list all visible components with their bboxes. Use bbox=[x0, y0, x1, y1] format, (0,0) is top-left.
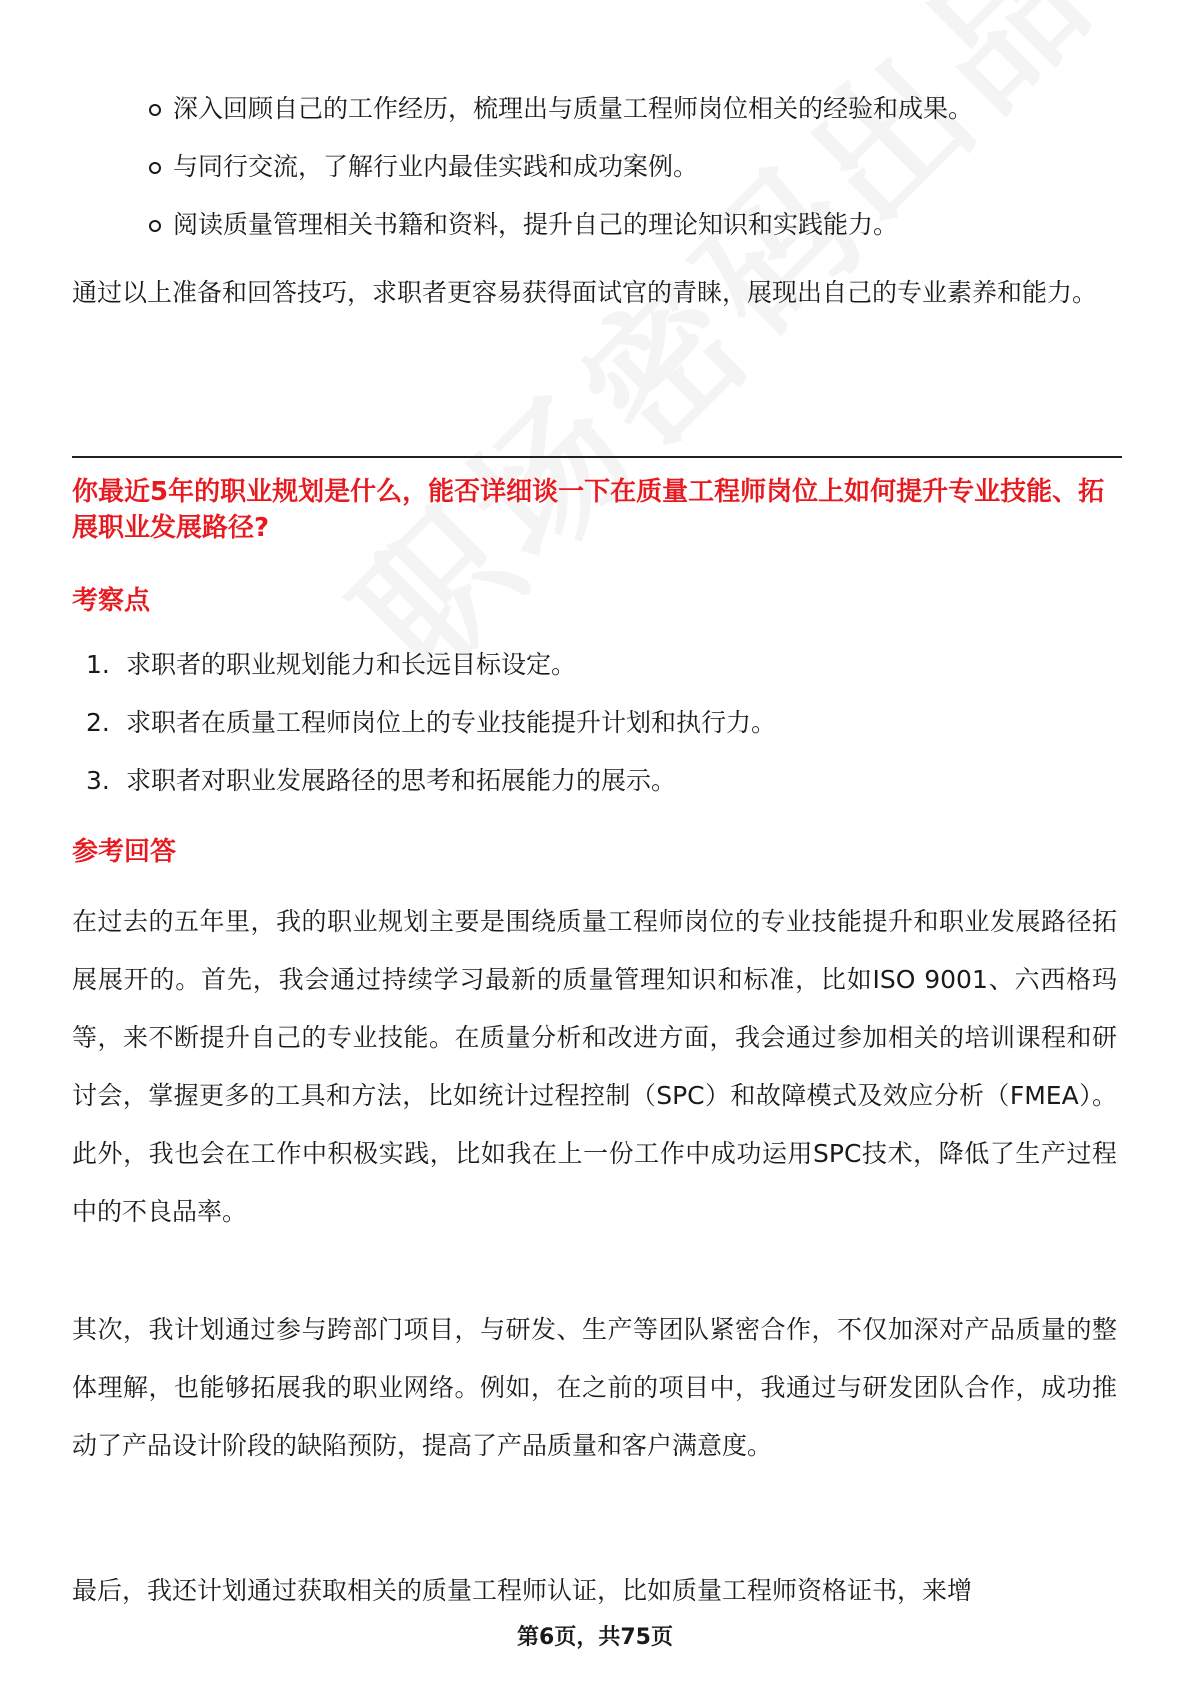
bullet-list bbox=[147, 90, 973, 264]
page-number: 第6页，共75页 bbox=[517, 1625, 673, 1650]
answer-title: 参考回答 bbox=[72, 837, 177, 867]
points-list bbox=[86, 646, 776, 820]
item-number: 2. bbox=[86, 708, 110, 737]
question-heading: 你最近5年的职业规划是什么，能否详细谈一下在质量工程师岗位上如何提升专业技能、拓展职业发展路径? bbox=[72, 477, 1105, 543]
answer-paragraph: 其次，我计划通过参与跨部门项目，与研发、生产等团队紧密合作，不仅加深对产品质量的整体理解，也能够拓展我的职业网络。例如，在之前的项目中，我通过与研发团队合作，成功推动了产品设计阶段的缺陷预防，提高了产品质量和客户满意度。 bbox=[72, 1315, 1117, 1460]
list-item bbox=[86, 704, 776, 741]
section-divider bbox=[72, 456, 1122, 458]
list-item: 深入回顾自己的工作经历，梳理出与质量工程师岗位相关的经验和成果。 bbox=[147, 90, 973, 127]
list-item bbox=[86, 646, 776, 683]
item-text: 求职者对职业发展路径的思考和拓展能力的展示。 bbox=[126, 766, 677, 795]
list-item: 与同行交流，了解行业内最佳实践和成功案例。 bbox=[147, 148, 973, 185]
summary-paragraph: 通过以上准备和回答技巧，求职者更容易获得面试官的青睐，展现出自己的专业素养和能力。 bbox=[72, 278, 1098, 307]
list-item bbox=[86, 762, 776, 799]
answer-paragraph: 最后，我还计划通过获取相关的质量工程师认证，比如质量工程师资格证书，来增 bbox=[72, 1576, 973, 1605]
item-number: 1. bbox=[86, 650, 110, 679]
item-text: 求职者在质量工程师岗位上的专业技能提升计划和执行力。 bbox=[126, 708, 777, 737]
item-number: 3. bbox=[86, 766, 110, 795]
list-item: 阅读质量管理相关书籍和资料，提升自己的理论知识和实践能力。 bbox=[147, 206, 973, 243]
answer-paragraph: 在过去的五年里，我的职业规划主要是围绕质量工程师岗位的专业技能提升和职业发展路径拓展展开的。首先，我会通过持续学习最新的质量管理知识和标准，比如ISO 9001、六西格玛等，来不断提升自己的专业技能。在质量分析和改进方面，我会通过参加相关的培训课程和研讨会，掌握更多的工具和方法，比如统计过程控制（SPC）和故障模式及效应分析（FMEA）。此外，我也会在工作中积极实践，比如我在上一份工作中成功运用SPC技术，降低了生产过程中的不良品率。 bbox=[72, 907, 1117, 1226]
points-title: 考察点 bbox=[72, 586, 151, 616]
item-text: 求职者的职业规划能力和长远目标设定。 bbox=[126, 650, 577, 679]
